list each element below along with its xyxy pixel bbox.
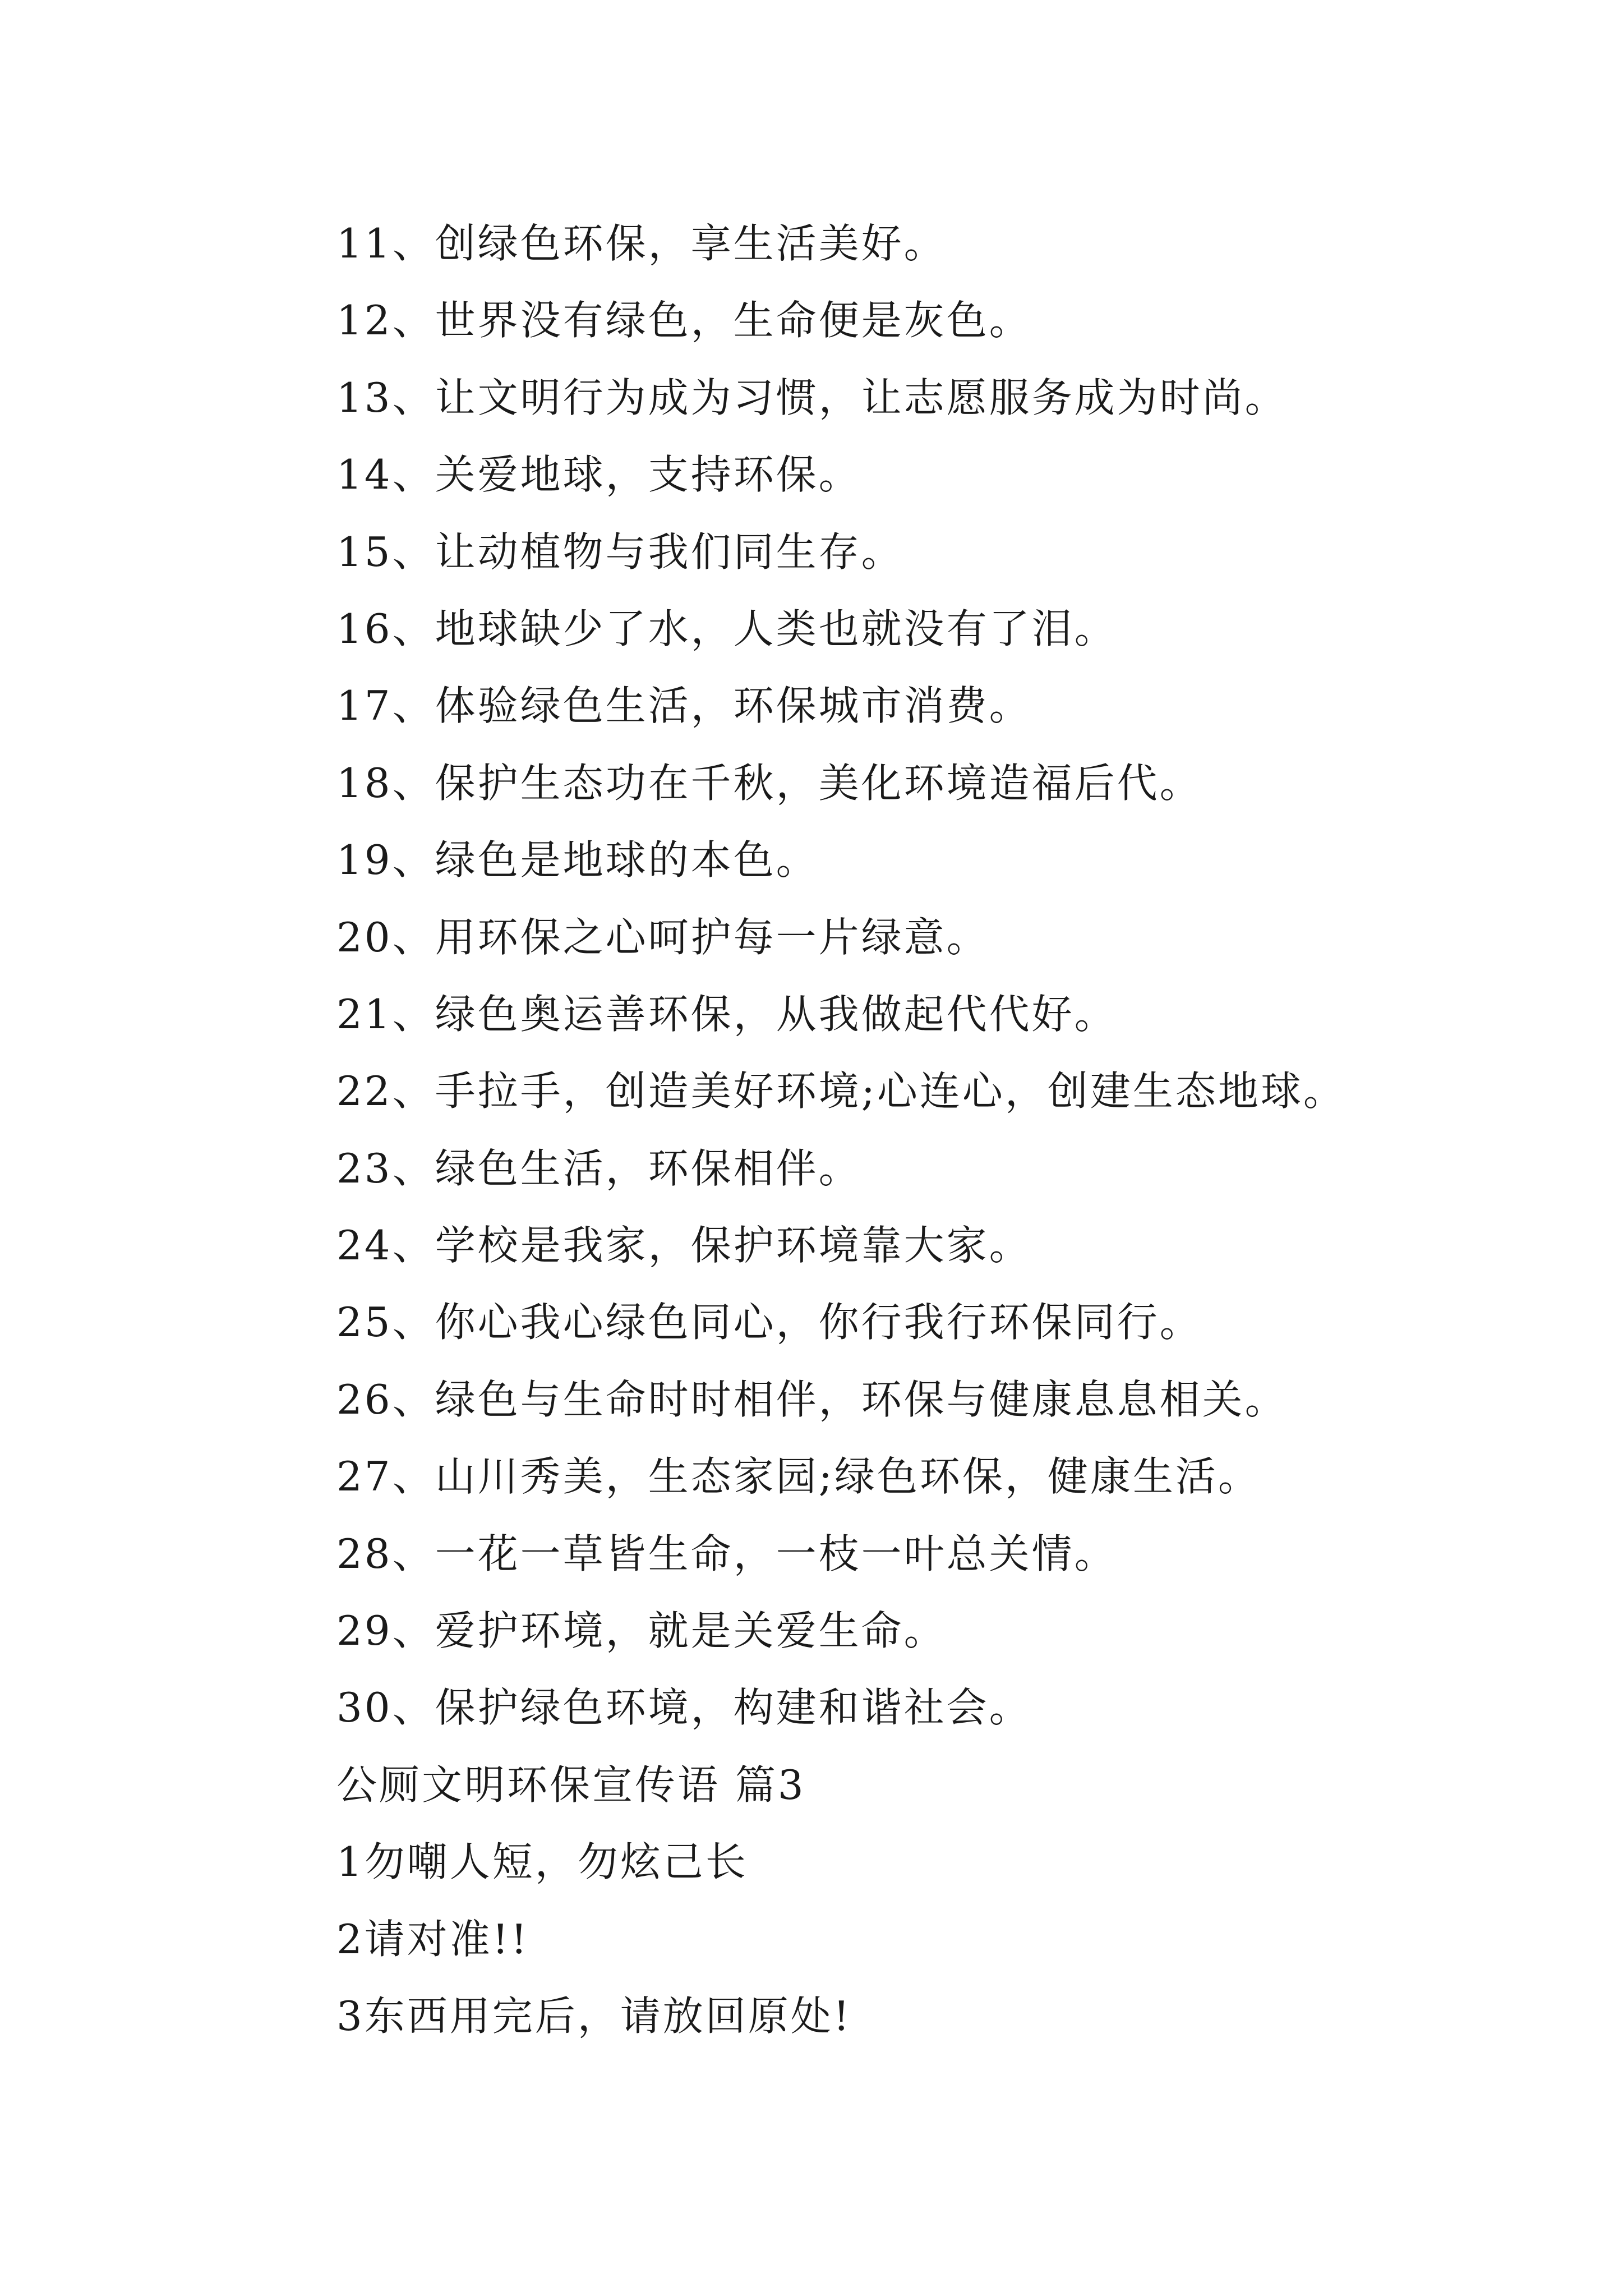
list-item: 26、绿色与生命时时相伴，环保与健康息息相关。 [336, 1375, 1288, 1423]
list-item: 17、体验绿色生活，环保城市消费。 [336, 682, 1032, 730]
list-item: 28、一花一草皆生命，一枝一叶总关情。 [336, 1530, 1117, 1577]
section-list-item: 2请对准!! [336, 1915, 529, 1963]
list-item: 14、关爱地球，支持环保。 [336, 451, 861, 499]
list-item: 11、创绿色环保，享生活美好。 [336, 220, 947, 267]
list-item: 19、绿色是地球的本色。 [336, 836, 819, 884]
section-list-item: 3东西用完后，请放回原处! [336, 1992, 852, 2040]
list-item: 23、绿色生活，环保相伴。 [336, 1144, 861, 1192]
list-item: 13、让文明行为成为习惯，让志愿服务成为时尚。 [336, 374, 1288, 421]
list-item: 15、让动植物与我们同生存。 [336, 528, 904, 576]
list-item: 21、绿色奥运善环保，从我做起代代好。 [336, 990, 1117, 1038]
list-item: 29、爱护环境，就是关爱生命。 [336, 1607, 947, 1655]
list-item: 25、你心我心绿色同心，你行我行环保同行。 [336, 1299, 1202, 1346]
list-item: 24、学校是我家，保护环境靠大家。 [336, 1222, 1032, 1269]
list-item: 12、世界没有绿色，生命便是灰色。 [336, 297, 1032, 344]
list-item: 30、保护绿色环境，构建和谐社会。 [336, 1684, 1032, 1732]
list-item: 20、用环保之心呵护每一片绿意。 [336, 913, 989, 961]
list-item: 22、手拉手，创造美好环境;心连心，创建生态地球。 [336, 1068, 1346, 1115]
list-item: 16、地球缺少了水，人类也就没有了泪。 [336, 605, 1117, 652]
list-item: 27、山川秀美，生态家园;绿色环保，健康生活。 [336, 1453, 1261, 1501]
section-heading: 公厕文明环保宣传语 篇3 [336, 1761, 806, 1809]
document-body [336, 205, 1570, 2055]
list-item: 18、保护生态功在千秋，美化环境造福后代。 [336, 759, 1202, 807]
section-list-item: 1勿嘲人短，勿炫己长 [336, 1838, 748, 1886]
